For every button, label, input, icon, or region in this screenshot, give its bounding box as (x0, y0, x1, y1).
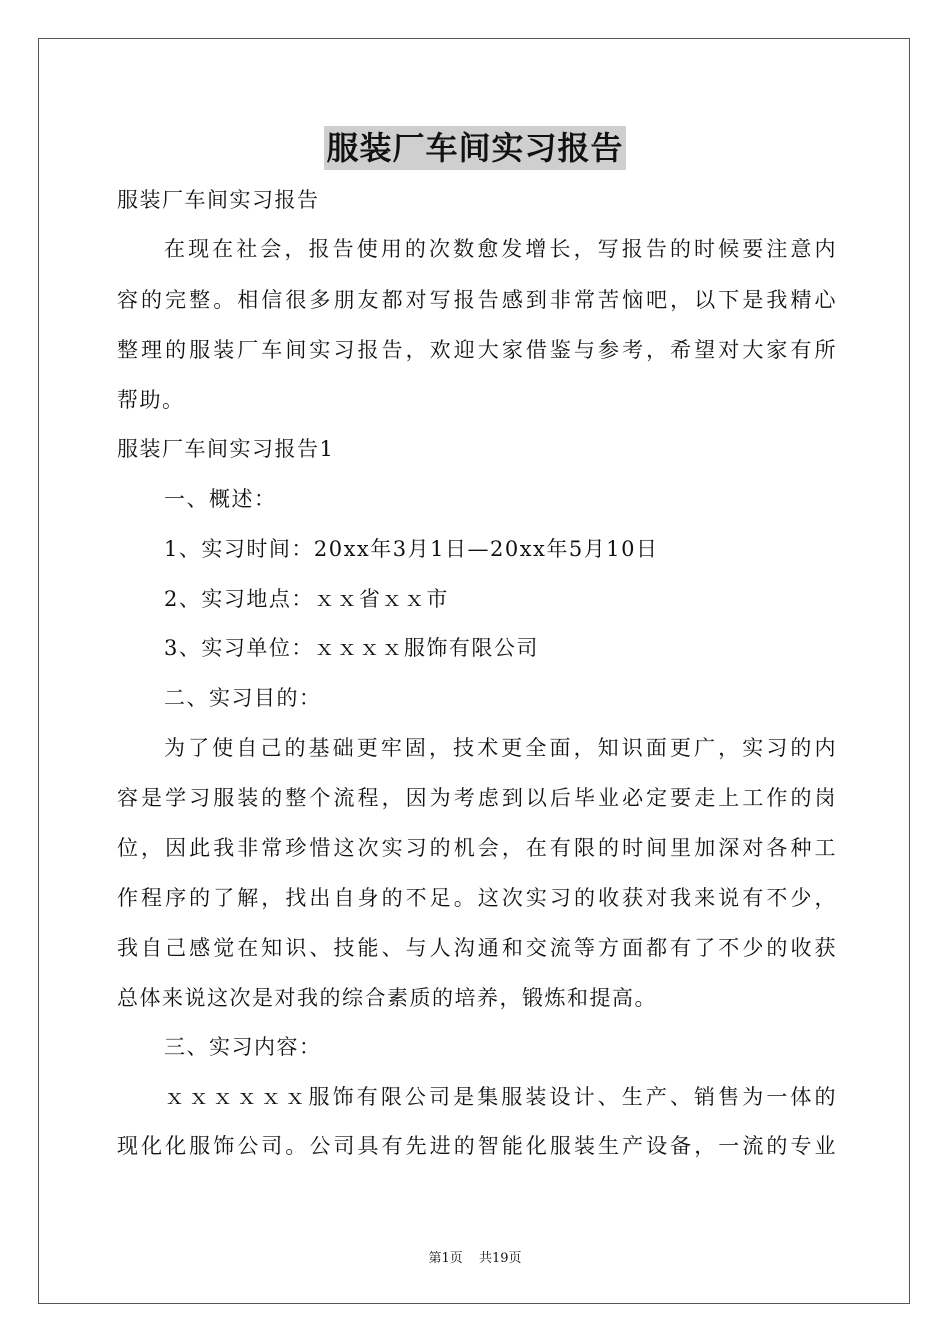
subtitle-line: 服装厂车间实习报告 (117, 188, 320, 212)
body-line: 整理的服装厂车间实习报告，欢迎大家借鉴与参考，希望对大家有所 (117, 338, 837, 362)
list-item: 2、实习地点：ｘｘ省ｘｘ市 (164, 587, 449, 611)
title-container (0, 126, 950, 170)
page-border (38, 38, 910, 1304)
subsection-heading: 三、实习内容： (164, 1035, 322, 1059)
body-line: 容的完整。相信很多朋友都对写报告感到非常苦恼吧，以下是我精心 (117, 288, 837, 312)
body-line: 总体来说这次是对我的综合素质的培养，锻炼和提高。 (117, 986, 657, 1010)
body-line: 作程序的了解，找出自身的不足。这次实习的收获对我来说有不少， (117, 886, 837, 910)
body-line: 为了使自己的基础更牢固，技术更全面，知识面更广，实习的内 (164, 736, 837, 760)
body-line: 位，因此我非常珍惜这次实习的机会，在有限的时间里加深对各种工 (117, 836, 837, 860)
section-heading: 服装厂车间实习报告1 (117, 437, 335, 461)
document-title: 服装厂车间实习报告 (324, 126, 625, 170)
body-line: 帮助。 (117, 388, 185, 412)
subsection-heading: 二、实习目的： (164, 686, 322, 710)
body-line: 现化化服饰公司。公司具有先进的智能化服装生产设备，一流的专业 (117, 1134, 837, 1158)
body-line: 容是学习服装的整个流程，因为考虑到以后毕业必定要走上工作的岗 (117, 786, 837, 810)
page-total: 共19页 (478, 1251, 522, 1266)
list-item: 3、实习单位：ｘｘｘｘ服饰有限公司 (164, 636, 539, 660)
body-line: 我自己感觉在知识、技能、与人沟通和交流等方面都有了不少的收获 (117, 936, 837, 960)
subsection-heading: 一、概述： (164, 487, 277, 511)
body-line: 在现在社会，报告使用的次数愈发增长，写报告的时候要注意内 (164, 237, 837, 261)
body-line: ｘｘｘｘｘｘ服饰有限公司是集服装设计、生产、销售为一体的 (164, 1085, 837, 1109)
list-item: 1、实习时间：20xx年3月1日—20xx年5月10日 (164, 537, 659, 561)
page-number: 第1页 (428, 1251, 463, 1266)
page-footer (0, 1250, 950, 1268)
